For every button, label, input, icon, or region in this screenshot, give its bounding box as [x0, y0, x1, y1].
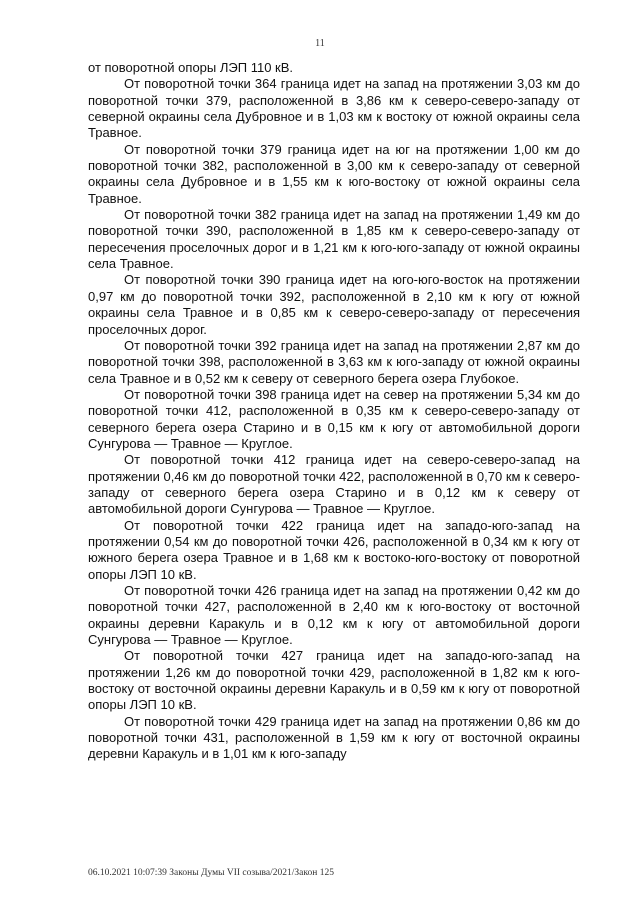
paragraph: От поворотной точки 422 граница идет на западо-юго-запад на протяжении 0,54 км до поворотной точки 426, расположенной в 0,34 км к югу от южного берега озера Травное и в 1,68 км к востоко-юго-востоку от поворотной опоры ЛЭП 10 кВ.: [88, 517, 580, 582]
paragraph: От поворотной точки 429 граница идет на запад на протяжении 0,86 км до поворотной точки 431, расположенной в 1,59 км к югу от восточной окраины деревни Каракуль и в 1,01 км к юго-западу: [88, 713, 580, 762]
paragraph: От поворотной точки 426 граница идет на запад на протяжении 0,42 км до поворотной точки 427, расположенной в 2,40 км к юго-востоку от восточной окраины деревни Каракуль и в 0,12 км к югу от автомобильной дороги Сунгурова — Травное — Круглое.: [88, 583, 580, 648]
page-number: 11: [315, 38, 325, 49]
paragraph: от поворотной опоры ЛЭП 110 кВ.: [88, 60, 294, 75]
paragraph: От поворотной точки 382 граница идет на запад на протяжении 1,49 км до поворотной точки 390, расположенной в 1,85 км к северо-северо-западу от пересечения проселочных дорог и в 1,21 км к юго-юго-западу от южной окраины села Травное.: [88, 207, 580, 272]
document-body: [88, 60, 580, 763]
paragraph: От поворотной точки 379 граница идет на юг на протяжении 1,00 км до поворотной точки 382, расположенной в 3,00 км к северо-западу от северной окраины села Дубровное и в 1,55 км к юго-востоку от южной окраины села Травное.: [88, 141, 580, 206]
paragraph: От поворотной точки 427 граница идет на западо-юго-запад на протяжении 1,26 км до поворотной точки 429, расположенной в 1,82 км к юго-востоку от восточной окраины деревни Каракуль и в 0,59 км к югу от поворотной опоры ЛЭП 10 кВ.: [88, 648, 580, 713]
paragraph: От поворотной точки 412 граница идет на северо-северо-запад на протяжении 0,46 км до поворотной точки 422, расположенной в 0,70 км к северо-западу от северного берега озера Старино и в 0,12 км к северу от автомобильной дороги Сунгурова — Травное — Круглое.: [88, 452, 580, 517]
paragraph: От поворотной точки 398 граница идет на север на протяжении 5,34 км до поворотной точки 412, расположенной в 0,35 км к северо-северо-западу от северного берега озера Старино и в 0,15 км к югу от автомобильной дороги Сунгурова — Травное — Круглое.: [88, 386, 580, 451]
paragraph: От поворотной точки 364 граница идет на запад на протяжении 3,03 км до поворотной точки 379, расположенной в 3,86 км к северо-северо-западу от северной окраины села Дубровное и в 1,03 км к востоку от южной окраины села Травное.: [88, 76, 580, 141]
paragraph: От поворотной точки 390 граница идет на юго-юго-восток на протяжении 0,97 км до поворотной точки 392, расположенной в 2,10 км к югу от южной окраины села Травное и в 0,85 км к северо-северо-западу от пересечения проселочных дорог.: [88, 272, 580, 337]
document-footer: 06.10.2021 10:07:39 Законы Думы VII созыва/2021/Закон 125: [88, 868, 334, 878]
paragraph: От поворотной точки 392 граница идет на запад на протяжении 2,87 км до поворотной точки 398, расположенной в 3,63 км к юго-западу от южной окраины села Травное и в 0,52 км к северу от северного берега озера Глубокое.: [88, 337, 580, 386]
